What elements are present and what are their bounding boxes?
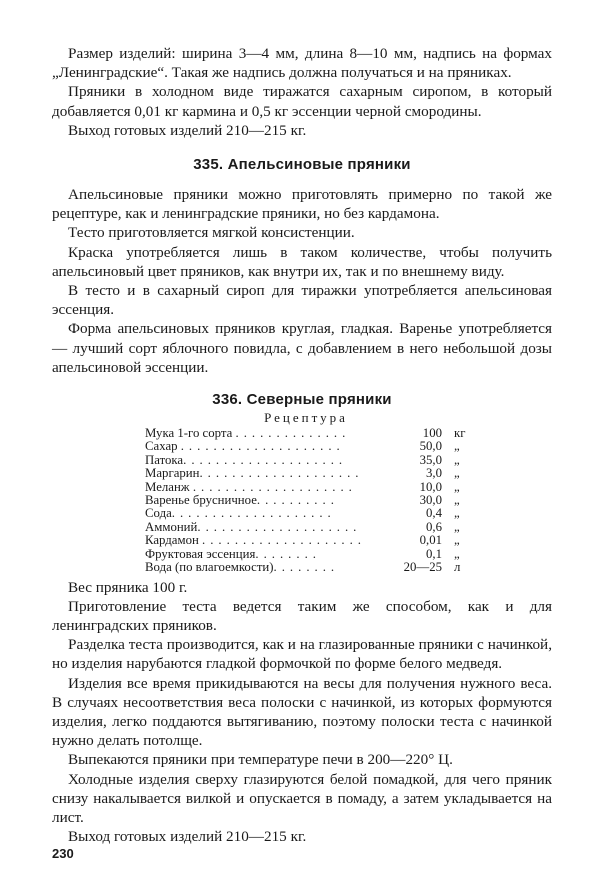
ingredient-qty: 0,4 — [426, 506, 442, 521]
ingredient-name: Сахар — [145, 440, 178, 454]
ingredient-qty: 0,1 — [426, 546, 442, 561]
recipe-row: Маргарин.................... 3,0 „ — [145, 467, 494, 480]
ingredient-name: Патока — [145, 453, 184, 467]
recipe-row: Мука 1-го сорта .............. 100 кг — [145, 427, 494, 440]
paragraph-336-glazing: Холодные изделия сверху глазируются белой помадкой, для чего пряник снизу накалывается вилкой и опускается в помаду, а затем укладывается на лист. — [52, 770, 552, 826]
ingredient-name: Фруктовая эссенция — [145, 547, 256, 561]
ingredient-unit: „ — [454, 479, 460, 494]
recipe-row: Сода.................... 0,4 „ — [145, 507, 494, 520]
paragraph-335-color: Краска употребляется лишь в таком количестве, чтобы получить апельсиновый цвет пряников, как внутри их, так и по внешнему виду. — [52, 243, 552, 280]
ingredient-unit: „ — [454, 439, 460, 454]
ingredient-unit: л — [454, 560, 461, 575]
ingredient-unit: „ — [454, 452, 460, 467]
ingredient-unit: „ — [454, 506, 460, 521]
ingredient-unit: „ — [454, 533, 460, 548]
paragraph-336-cutting: Разделка теста производится, как и на глазированные пряники с начинкой, но изделия нарубаются гладкой формочкой по форме белого медведя. — [52, 636, 552, 673]
ingredient-qty: 0,01 — [419, 533, 442, 548]
ingredient-qty: 100 — [422, 426, 442, 441]
book-page — [52, 44, 552, 846]
ingredient-name: Аммоний — [145, 520, 198, 534]
paragraph-336-dough: Приготовление теста ведется таким же способом, как и для ленинградских пряников. — [52, 597, 552, 634]
paragraph-syrup: Пряники в холодном виде тиражатся сахарным сиропом, в который добавляется 0,01 кг кармина и 0,5 кг эссенции черной смородины. — [52, 83, 552, 120]
recipe-row: Меланж .................... 10,0 „ — [145, 481, 494, 494]
paragraph-336-yield: Выход готовых изделий 210—215 кг. — [68, 828, 307, 846]
paragraph-336-weighing: Изделия все время прикидываются на весы для получения нужного веса. В случаях несоответствия веса полоски с начинкой, из которых формуются изделия, легко поддаются вытягиванию, поэтому полоски теста с начинкой нужно делать потолще. — [52, 674, 552, 750]
paragraph-336-baking: Выпекаются пряники при температуре печи в 200—220° Ц. — [68, 751, 453, 769]
paragraph-yield: Выход готовых изделий 210—215 кг. — [68, 121, 307, 139]
ingredient-name: Мука 1-го сорта — [145, 427, 233, 441]
page-number: 230 — [52, 846, 74, 861]
ingredient-name: Вода (по влагоемкости) — [145, 561, 274, 575]
recipe-row: Вода (по влагоемкости)........ 20—25 л — [145, 561, 494, 574]
recipe-row: Патока.................... 35,0 „ — [145, 454, 494, 467]
ingredient-unit: „ — [454, 466, 460, 481]
ingredient-qty: 50,0 — [419, 439, 442, 454]
recipe-heading: Рецептура — [264, 410, 348, 426]
ingredient-qty: 10,0 — [419, 479, 442, 494]
ingredient-name: Варенье брусничное — [145, 494, 257, 508]
recipe-row: Фруктовая эссенция........ 0,1 „ — [145, 548, 494, 561]
ingredient-qty: 30,0 — [419, 493, 442, 508]
ingredient-qty: 20—25 — [403, 560, 442, 575]
ingredient-qty: 3,0 — [426, 466, 442, 481]
ingredient-name: Маргарин — [145, 467, 200, 481]
recipe-table — [145, 427, 494, 574]
ingredient-name: Сода — [145, 507, 172, 521]
recipe-row: Кардамон .................... 0,01 „ — [145, 534, 494, 547]
ingredient-unit: кг — [454, 426, 466, 441]
paragraph-335-shape: Форма апельсиновых пряников круглая, гладкая. Варенье употребляется — лучший сорт яблочного повидла, с добавлением в него небольшой дозы апельсиновой эссенции. — [52, 320, 552, 376]
ingredient-name: Меланж — [145, 480, 190, 494]
section-title-336: 336. Северные пряники — [212, 391, 392, 409]
ingredient-qty: 35,0 — [419, 452, 442, 467]
paragraph-size: Размер изделий: ширина 3—4 мм, длина 8—10 мм, надпись на формах „Ленинградские“. Такая же надпись должна получаться и на пряниках. — [52, 45, 552, 82]
recipe-row: Варенье брусничное.......... 30,0 „ — [145, 494, 494, 507]
paragraph-335-essence: В тесто и в сахарный сироп для тиражки употребляется апельсиновая эссенция. — [52, 282, 552, 319]
ingredient-unit: „ — [454, 546, 460, 561]
paragraph-335-dough: Тесто приготовляется мягкой консистенции. — [68, 224, 355, 242]
paragraph-336-weight: Вес пряника 100 г. — [68, 578, 188, 596]
ingredient-unit: „ — [454, 493, 460, 508]
paragraph-335-intro: Апельсиновые пряники можно приготовлять примерно по такой же рецептуре, как и ленинградские пряники, но без кардамона. — [52, 186, 552, 223]
section-title-335: 335. Апельсиновые пряники — [193, 156, 411, 174]
recipe-row: Аммоний.................... 0,6 „ — [145, 521, 494, 534]
ingredient-name: Кардамон — [145, 534, 199, 548]
ingredient-qty: 0,6 — [426, 519, 442, 534]
ingredient-unit: „ — [454, 519, 460, 534]
recipe-row: Сахар .................... 50,0 „ — [145, 440, 494, 453]
